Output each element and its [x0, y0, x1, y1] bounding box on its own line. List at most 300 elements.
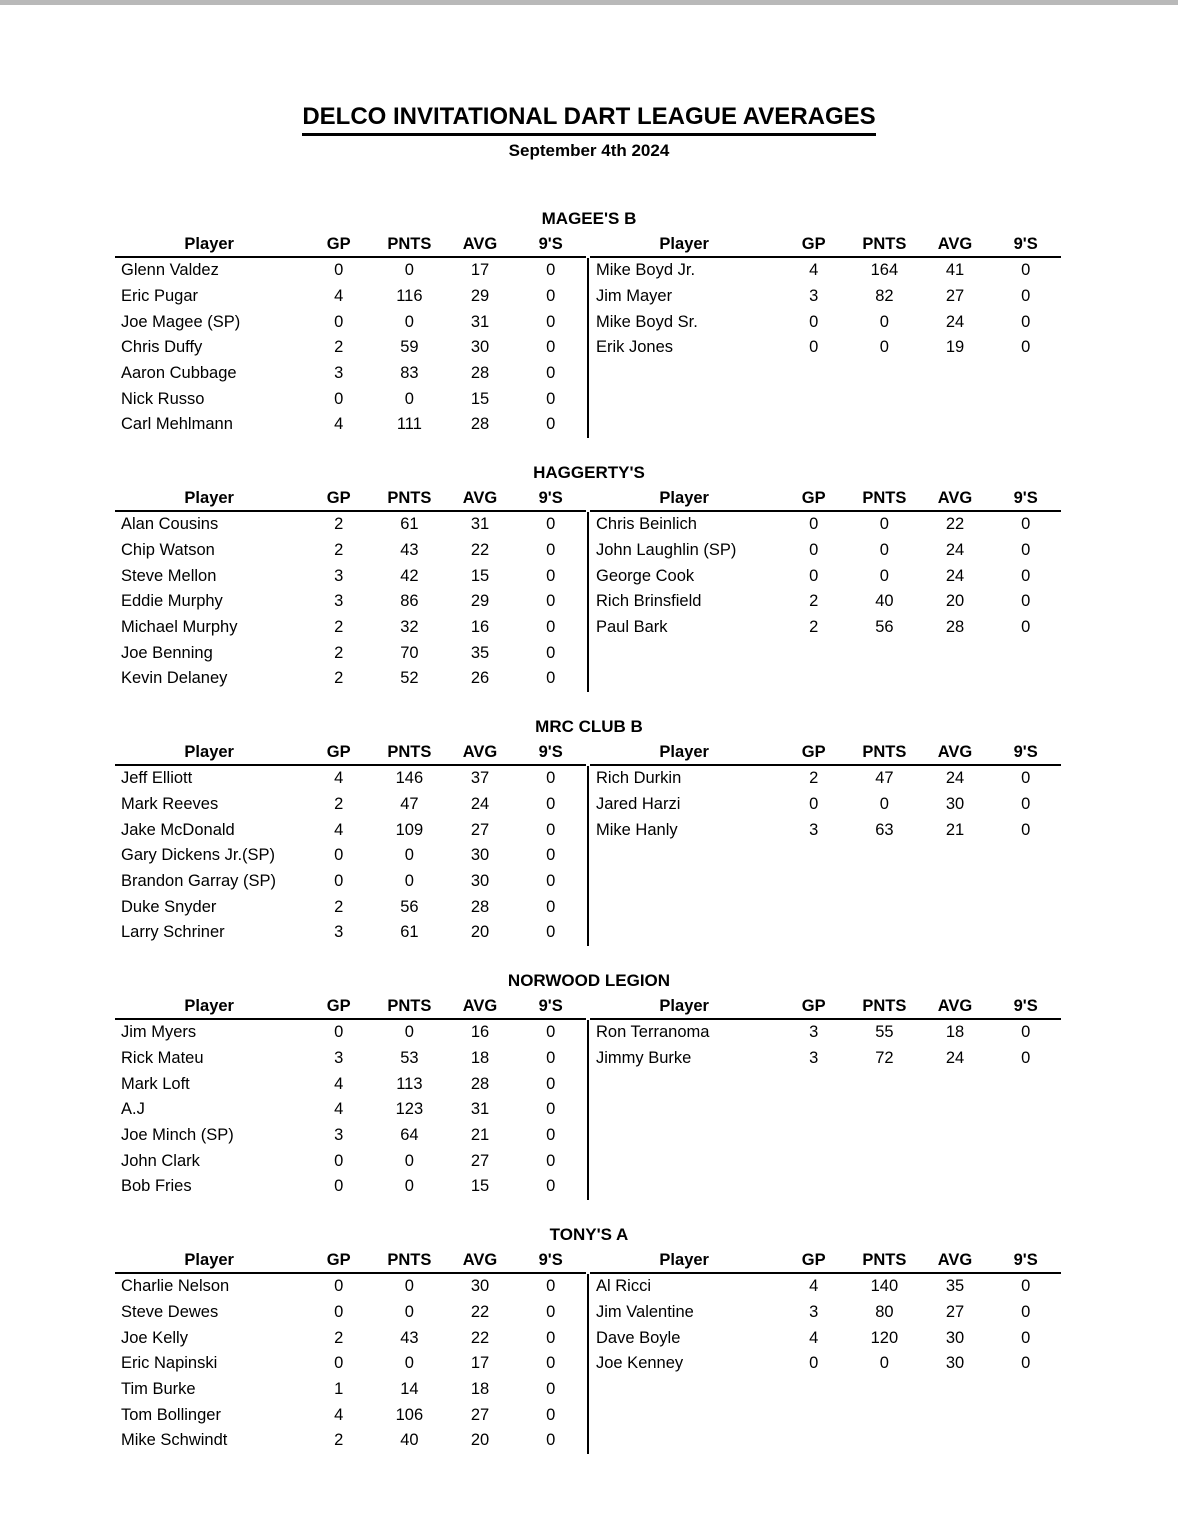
player-name-cell: Joe Benning	[121, 643, 213, 662]
section-mrc-club-b	[115, 714, 1063, 946]
table-divider-line	[587, 258, 589, 438]
column-header-pnts: PNTS	[849, 486, 920, 511]
gp-cell: 3	[809, 287, 819, 306]
nines-cell: 0	[546, 643, 556, 662]
nines-cell: 0	[546, 389, 556, 408]
column-header-gp: GP	[778, 994, 849, 1019]
gp-cell: 0	[809, 795, 819, 814]
gp-cell: 4	[334, 769, 344, 788]
player-name-cell: Al Ricci	[596, 1277, 652, 1296]
pnts-cell: 111	[396, 415, 422, 434]
pnts-cell: 55	[875, 1023, 894, 1042]
pnts-cell: 59	[400, 338, 419, 357]
nines-cell: 0	[546, 566, 556, 585]
table-row	[115, 1019, 586, 1046]
gp-cell: 4	[334, 1100, 344, 1119]
avg-cell: 29	[470, 592, 490, 611]
table-row	[115, 563, 586, 589]
column-header-avg: AVG	[920, 232, 991, 257]
pnts-cell: 0	[879, 338, 889, 357]
gp-cell: 0	[334, 261, 344, 280]
avg-cell: 27	[945, 1303, 965, 1322]
player-name-cell: Rich Durkin	[596, 769, 682, 788]
player-name-cell: Mark Loft	[121, 1074, 190, 1093]
gp-cell: 2	[334, 669, 344, 688]
player-name-cell: Mike Hanly	[596, 820, 678, 839]
column-header-gp: GP	[303, 740, 374, 765]
table-row	[115, 386, 586, 412]
gp-cell: 2	[334, 1431, 344, 1450]
pnts-cell: 0	[404, 1303, 414, 1322]
nines-cell: 0	[546, 923, 556, 942]
table-row	[115, 1148, 586, 1174]
pnts-cell: 32	[400, 618, 419, 637]
player-name-cell: Tim Burke	[121, 1380, 196, 1399]
players-table-left	[115, 1248, 586, 1454]
player-name-cell: Rich Brinsfield	[596, 592, 702, 611]
column-header-pnts: PNTS	[849, 1248, 920, 1273]
table-row	[115, 1428, 586, 1454]
nines-cell: 0	[546, 846, 556, 865]
nines-cell: 0	[1021, 515, 1031, 534]
section-title: HAGGERTY'S	[533, 463, 645, 482]
page-top-edge-strip	[0, 0, 1178, 5]
avg-cell: 35	[945, 1277, 965, 1296]
player-name-cell: John Clark	[121, 1151, 200, 1170]
player-name-cell: Brandon Garray (SP)	[121, 872, 276, 891]
player-name-cell: Paul Bark	[596, 618, 668, 637]
table-divider-line	[587, 1020, 589, 1200]
avg-cell: 21	[945, 820, 965, 839]
player-name-cell: Kevin Delaney	[121, 669, 228, 688]
nines-cell: 0	[546, 1126, 556, 1145]
avg-cell: 27	[470, 1151, 490, 1170]
avg-cell: 24	[945, 1049, 965, 1068]
table-row	[115, 666, 586, 692]
table-row	[590, 589, 1061, 615]
column-header-gp: GP	[778, 740, 849, 765]
nines-cell: 0	[546, 1303, 556, 1322]
avg-cell: 21	[470, 1126, 490, 1145]
avg-cell: 30	[945, 1354, 965, 1373]
nines-cell: 0	[1021, 592, 1031, 611]
pnts-cell: 43	[400, 541, 419, 560]
avg-cell: 31	[470, 312, 490, 331]
table-row	[115, 1071, 586, 1097]
player-name-cell: Nick Russo	[121, 389, 205, 408]
nines-cell: 0	[546, 1277, 556, 1296]
gp-cell: 2	[334, 541, 344, 560]
column-header-nines: 9'S	[515, 1248, 586, 1273]
gp-cell: 3	[809, 1023, 819, 1042]
column-header-avg: AVG	[920, 994, 991, 1019]
gp-cell: 4	[809, 1277, 819, 1296]
column-header-nines: 9'S	[515, 740, 586, 765]
column-header-nines: 9'S	[990, 740, 1061, 765]
pnts-cell: 140	[870, 1277, 899, 1296]
gp-cell: 2	[809, 769, 819, 788]
column-header-player: Player	[590, 740, 778, 765]
avg-cell: 24	[945, 312, 965, 331]
pnts-cell: 40	[400, 1431, 419, 1450]
nines-cell: 0	[1021, 1328, 1031, 1347]
player-name-cell: Steve Dewes	[121, 1303, 219, 1322]
table-row	[590, 511, 1061, 538]
column-header-gp: GP	[303, 232, 374, 257]
pnts-cell: 61	[400, 923, 419, 942]
player-name-cell: Jim Valentine	[596, 1303, 694, 1322]
table-row	[115, 1300, 586, 1326]
gp-cell: 3	[334, 923, 344, 942]
column-header-gp: GP	[778, 486, 849, 511]
gp-cell: 0	[334, 1023, 344, 1042]
player-name-cell: Gary Dickens Jr.(SP)	[121, 846, 276, 865]
pnts-cell: 0	[879, 312, 889, 331]
avg-cell: 15	[470, 566, 490, 585]
player-name-cell: Jeff Elliott	[121, 769, 193, 788]
page-title: DELCO INVITATIONAL DART LEAGUE AVERAGES	[302, 103, 875, 136]
avg-cell: 30	[470, 846, 490, 865]
column-header-player: Player	[115, 486, 303, 511]
gp-cell: 0	[334, 872, 344, 891]
pnts-cell: 86	[400, 592, 419, 611]
gp-cell: 0	[334, 1177, 344, 1196]
gp-cell: 2	[334, 618, 344, 637]
nines-cell: 0	[1021, 769, 1031, 788]
pnts-cell: 70	[400, 643, 419, 662]
player-name-cell: Eric Napinski	[121, 1354, 218, 1373]
pnts-cell: 120	[870, 1328, 899, 1347]
gp-cell: 0	[334, 1354, 344, 1373]
gp-cell: 4	[809, 261, 819, 280]
pnts-cell: 42	[400, 566, 419, 585]
column-header-pnts: PNTS	[374, 740, 445, 765]
table-row	[590, 284, 1061, 310]
pnts-cell: 47	[875, 769, 894, 788]
table-row	[115, 511, 586, 538]
gp-cell: 0	[334, 846, 344, 865]
section-tony-s-a	[115, 1222, 1063, 1454]
table-row	[590, 538, 1061, 564]
avg-cell: 22	[470, 541, 490, 560]
avg-cell: 16	[470, 1023, 490, 1042]
pnts-cell: 61	[400, 515, 419, 534]
avg-cell: 24	[945, 541, 965, 560]
gp-cell: 0	[334, 1151, 344, 1170]
column-header-player: Player	[115, 740, 303, 765]
column-header-player: Player	[115, 994, 303, 1019]
player-name-cell: Jake McDonald	[121, 820, 235, 839]
gp-cell: 0	[334, 1277, 344, 1296]
table-row	[590, 615, 1061, 641]
pnts-cell: 116	[396, 287, 423, 306]
avg-cell: 16	[470, 618, 490, 637]
column-header-pnts: PNTS	[374, 994, 445, 1019]
pnts-cell: 64	[400, 1126, 419, 1145]
player-name-cell: Eddie Murphy	[121, 592, 223, 611]
nines-cell: 0	[1021, 541, 1031, 560]
avg-cell: 22	[945, 515, 965, 534]
table-row	[115, 361, 586, 387]
pnts-cell: 123	[395, 1100, 424, 1119]
table-row	[590, 335, 1061, 361]
players-table-left	[115, 740, 586, 946]
avg-cell: 26	[470, 669, 490, 688]
pnts-cell: 0	[404, 846, 414, 865]
avg-cell: 24	[470, 795, 490, 814]
sections-container	[115, 206, 1063, 1476]
gp-cell: 2	[334, 795, 344, 814]
gp-cell: 3	[334, 364, 344, 383]
nines-cell: 0	[546, 1023, 556, 1042]
gp-cell: 0	[809, 566, 819, 585]
players-table-right	[590, 994, 1061, 1200]
pnts-cell: 80	[875, 1303, 894, 1322]
gp-cell: 2	[809, 618, 819, 637]
nines-cell: 0	[546, 897, 556, 916]
gp-cell: 4	[334, 820, 344, 839]
column-header-pnts: PNTS	[374, 232, 445, 257]
pnts-cell: 83	[400, 364, 419, 383]
player-name-cell: Chip Watson	[121, 541, 215, 560]
player-name-cell: Michael Murphy	[121, 618, 238, 637]
pnts-cell: 82	[875, 287, 894, 306]
gp-cell: 0	[809, 338, 819, 357]
column-header-avg: AVG	[920, 1248, 991, 1273]
player-name-cell: Mike Boyd Sr.	[596, 312, 698, 331]
nines-cell: 0	[546, 1177, 556, 1196]
avg-cell: 18	[470, 1380, 490, 1399]
table-row	[115, 1046, 586, 1072]
nines-cell: 0	[546, 261, 556, 280]
player-name-cell: Tom Bollinger	[121, 1405, 221, 1424]
player-name-cell: Eric Pugar	[121, 287, 199, 306]
player-name-cell: Dave Boyle	[596, 1328, 681, 1347]
nines-cell: 0	[546, 592, 556, 611]
nines-cell: 0	[546, 312, 556, 331]
table-row	[590, 563, 1061, 589]
nines-cell: 0	[546, 1405, 556, 1424]
nines-cell: 0	[546, 618, 556, 637]
pnts-cell: 56	[400, 897, 419, 916]
pnts-cell: 40	[875, 592, 894, 611]
player-name-cell: Ron Terranoma	[596, 1023, 710, 1042]
nines-cell: 0	[546, 338, 556, 357]
column-header-avg: AVG	[445, 740, 516, 765]
table-divider-line	[587, 512, 589, 692]
player-name-cell: George Cook	[596, 566, 695, 585]
table-row	[590, 309, 1061, 335]
column-header-gp: GP	[778, 232, 849, 257]
column-header-player: Player	[590, 1248, 778, 1273]
table-row	[115, 589, 586, 615]
players-table-right	[590, 1248, 1061, 1454]
gp-cell: 2	[809, 592, 819, 611]
table-row	[590, 1325, 1061, 1351]
column-header-gp: GP	[303, 486, 374, 511]
nines-cell: 0	[1021, 795, 1031, 814]
nines-cell: 0	[546, 287, 556, 306]
nines-cell: 0	[1021, 312, 1031, 331]
nines-cell: 0	[546, 1354, 556, 1373]
table-row	[590, 1300, 1061, 1326]
nines-cell: 0	[546, 1049, 556, 1068]
table-row	[115, 843, 586, 869]
gp-cell: 2	[334, 643, 344, 662]
column-header-player: Player	[590, 994, 778, 1019]
pnts-cell: 0	[404, 261, 414, 280]
gp-cell: 1	[334, 1380, 344, 1399]
column-header-pnts: PNTS	[374, 1248, 445, 1273]
player-name-cell: Larry Schriner	[121, 923, 225, 942]
player-name-cell: Joe Minch (SP)	[121, 1126, 234, 1145]
avg-cell: 15	[470, 389, 490, 408]
player-name-cell: A.J	[121, 1100, 145, 1119]
pnts-cell: 0	[404, 872, 414, 891]
table-row	[115, 920, 586, 946]
nines-cell: 0	[546, 1328, 556, 1347]
players-table-right	[590, 740, 1061, 946]
pnts-cell: 0	[879, 515, 889, 534]
column-header-nines: 9'S	[990, 994, 1061, 1019]
column-header-avg: AVG	[445, 994, 516, 1019]
nines-cell: 0	[546, 1100, 556, 1119]
pnts-cell: 0	[879, 795, 889, 814]
section-title: MAGEE'S B	[541, 209, 637, 228]
nines-cell: 0	[546, 820, 556, 839]
gp-cell: 4	[334, 287, 344, 306]
gp-cell: 3	[334, 1049, 344, 1068]
gp-cell: 0	[809, 1354, 819, 1373]
avg-cell: 17	[470, 1354, 490, 1373]
table-row	[590, 792, 1061, 818]
pnts-cell: 14	[400, 1380, 419, 1399]
gp-cell: 4	[334, 1074, 344, 1093]
pnts-cell: 0	[404, 389, 414, 408]
table-row	[115, 412, 586, 438]
column-header-pnts: PNTS	[374, 486, 445, 511]
nines-cell: 0	[546, 872, 556, 891]
gp-cell: 2	[334, 338, 344, 357]
column-header-player: Player	[115, 1248, 303, 1273]
avg-cell: 30	[470, 1277, 490, 1296]
table-row	[115, 640, 586, 666]
avg-cell: 20	[945, 592, 965, 611]
player-name-cell: Jim Myers	[121, 1023, 197, 1042]
table-divider-line	[587, 766, 589, 946]
column-header-gp: GP	[303, 994, 374, 1019]
player-name-cell: Aaron Cubbage	[121, 364, 237, 383]
table-row	[590, 817, 1061, 843]
column-header-player: Player	[115, 232, 303, 257]
player-name-cell: Chris Beinlich	[596, 515, 697, 534]
page-date: September 4th 2024	[508, 141, 670, 160]
pnts-cell: 53	[400, 1049, 419, 1068]
avg-cell: 27	[470, 820, 490, 839]
gp-cell: 0	[809, 541, 819, 560]
pnts-cell: 72	[875, 1049, 894, 1068]
column-header-avg: AVG	[445, 1248, 516, 1273]
pnts-cell: 109	[395, 820, 424, 839]
column-header-nines: 9'S	[515, 232, 586, 257]
nines-cell: 0	[546, 1431, 556, 1450]
table-row	[590, 1019, 1061, 1046]
pnts-cell: 0	[404, 1177, 414, 1196]
nines-cell: 0	[546, 1074, 556, 1093]
players-table-left	[115, 994, 586, 1200]
column-header-nines: 9'S	[515, 994, 586, 1019]
gp-cell: 0	[334, 1303, 344, 1322]
section-title: TONY'S A	[549, 1225, 629, 1244]
gp-cell: 3	[334, 592, 344, 611]
pnts-cell: 0	[879, 541, 889, 560]
players-table-right	[590, 486, 1061, 692]
players-table-left	[115, 232, 586, 438]
nines-cell: 0	[1021, 338, 1031, 357]
avg-cell: 28	[470, 897, 490, 916]
avg-cell: 30	[945, 795, 965, 814]
avg-cell: 31	[470, 1100, 490, 1119]
table-row	[115, 335, 586, 361]
player-name-cell: Jimmy Burke	[596, 1049, 692, 1068]
table-row	[115, 1325, 586, 1351]
avg-cell: 29	[470, 287, 490, 306]
column-header-avg: AVG	[920, 740, 991, 765]
nines-cell: 0	[546, 795, 556, 814]
table-row	[115, 1123, 586, 1149]
nines-cell: 0	[546, 769, 556, 788]
pnts-cell: 0	[404, 1354, 414, 1373]
pnts-cell: 47	[400, 795, 419, 814]
players-table-left	[115, 486, 586, 692]
avg-cell: 30	[945, 1328, 965, 1347]
avg-cell: 22	[470, 1303, 490, 1322]
player-name-cell: Mike Boyd Jr.	[596, 261, 696, 280]
player-name-cell: Jim Mayer	[596, 287, 673, 306]
gp-cell: 4	[334, 415, 344, 434]
table-row	[115, 1402, 586, 1428]
gp-cell: 4	[334, 1405, 344, 1424]
avg-cell: 15	[470, 1177, 490, 1196]
table-row	[590, 1046, 1061, 1072]
table-row	[115, 1174, 586, 1200]
column-header-pnts: PNTS	[849, 740, 920, 765]
nines-cell: 0	[546, 1380, 556, 1399]
pnts-cell: 0	[404, 1023, 414, 1042]
avg-cell: 28	[945, 618, 965, 637]
avg-cell: 27	[470, 1405, 490, 1424]
gp-cell: 0	[809, 312, 819, 331]
pnts-cell: 52	[400, 669, 419, 688]
nines-cell: 0	[1021, 1023, 1031, 1042]
avg-cell: 28	[470, 415, 490, 434]
gp-cell: 0	[334, 312, 344, 331]
section-title: NORWOOD LEGION	[507, 971, 671, 990]
avg-cell: 37	[470, 769, 490, 788]
avg-cell: 19	[945, 338, 965, 357]
nines-cell: 0	[1021, 820, 1031, 839]
table-row	[115, 1273, 586, 1300]
nines-cell: 0	[546, 1151, 556, 1170]
section-haggerty-s	[115, 460, 1063, 692]
table-row	[115, 894, 586, 920]
nines-cell: 0	[1021, 618, 1031, 637]
player-name-cell: Alan Cousins	[121, 515, 219, 534]
column-header-nines: 9'S	[515, 486, 586, 511]
table-row	[590, 257, 1061, 284]
avg-cell: 18	[945, 1023, 965, 1042]
player-name-cell: Joe Magee (SP)	[121, 312, 241, 331]
